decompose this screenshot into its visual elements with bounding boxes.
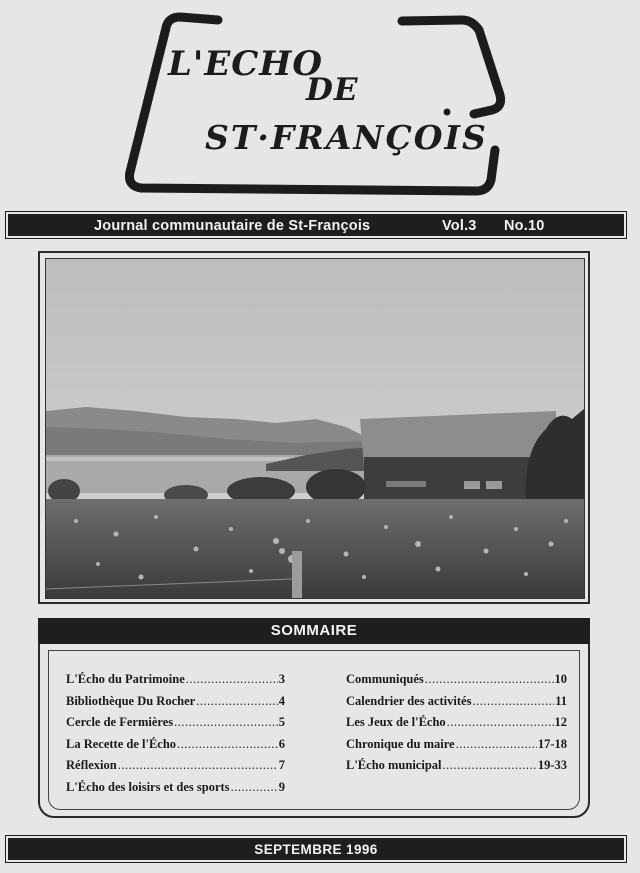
toc-item: [66, 758, 285, 780]
toc-item: [66, 780, 285, 802]
toc-item: [346, 758, 567, 780]
toc-item-page: 10: [554, 672, 567, 686]
toc-item-label: Calendrier des activités: [346, 693, 472, 708]
toc-item-label: L'Écho du Patrimoine: [66, 672, 185, 686]
journal-description: Journal communautaire de St-François: [94, 218, 371, 234]
issue-number: No.10: [504, 218, 545, 234]
toc-item-label: L'Écho municipal: [346, 758, 442, 772]
toc-item-page: 17-18: [537, 736, 567, 751]
cover-photo: [45, 258, 585, 599]
masthead-title-line3: ST·FRANÇOIS: [205, 118, 488, 157]
cover-photo-frame: [38, 251, 590, 604]
date-bar: [8, 838, 624, 860]
toc-item: [346, 694, 567, 716]
toc-item-page: 11: [555, 693, 567, 708]
sommaire-title: SOMMAIRE: [38, 618, 590, 644]
toc-item: [66, 672, 285, 694]
toc-item: [346, 737, 567, 759]
toc-left-column: [66, 672, 285, 801]
toc-item-label: La Recette de l'Écho: [66, 736, 177, 751]
issue-date: SEPTEMBRE 1996: [254, 842, 378, 857]
toc-item-label: Réflexion: [66, 758, 117, 772]
toc-item-label: Communiqués: [346, 672, 424, 686]
toc-item-page: 5: [278, 715, 285, 729]
toc-item-page: 9: [278, 779, 285, 794]
masthead-title-line2: DE: [306, 72, 359, 108]
toc-item: [66, 737, 285, 759]
masthead: [0, 0, 640, 205]
toc-item-page: 12: [554, 715, 567, 729]
landscape-photo-illustration: [46, 259, 584, 598]
toc-item: [66, 694, 285, 716]
toc-item-label: L'Écho des loisirs et des sports: [66, 779, 230, 794]
toc-item: [346, 715, 567, 737]
toc-item-page: 7: [278, 758, 285, 772]
masthead-title-line1: L'ECHO: [168, 44, 324, 84]
toc-item: [346, 672, 567, 694]
toc-item-page: 6: [278, 736, 285, 751]
toc-item: [66, 715, 285, 737]
toc-item-page: 19-33: [537, 758, 567, 772]
toc-item-label: Bibliothèque Du Rocher: [66, 693, 196, 708]
toc-item-label: Les Jeux de l'Écho: [346, 715, 446, 729]
toc-item-page: 3: [278, 672, 285, 686]
toc-item-label: Chronique du maire: [346, 736, 455, 751]
subtitle-bar: [8, 214, 624, 236]
toc-right-column: [346, 672, 567, 780]
volume-label: Vol.3: [442, 218, 477, 234]
toc-item-label: Cercle de Fermières: [66, 715, 174, 729]
toc-item-page: 4: [278, 693, 285, 708]
